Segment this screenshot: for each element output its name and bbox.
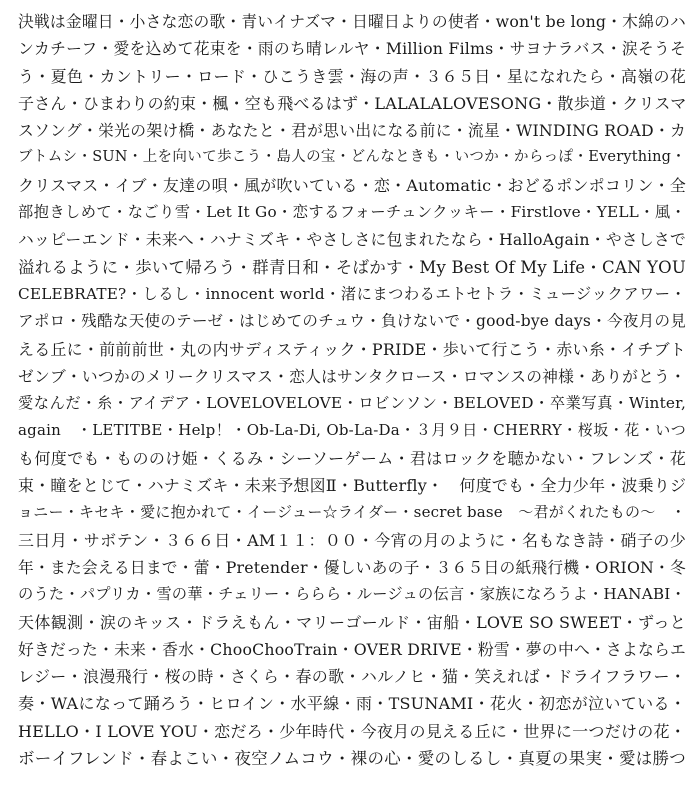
text-line-9: ハッピーエンド・未来へ・ハナミズキ・やさしさに包まれたなら・HalloAgain・やさしさで [18,230,686,250]
text-line-24: 好きだった・未来・香水・ChooChooTrain・OVER DRIVE・粉雪・夢の中へ・さよならエ [18,639,686,659]
text-line-3: う・夏色・カントリー・ロード・ひこうき雲・海の声・３６５日・星になれたら・高嶺の花 [18,66,686,86]
text-line-6: ブトムシ・SUN・上を向いて歩こう・島人の宝・どんなときも・いつか・からっぽ・Everything・ [18,149,686,166]
text-line-15: 愛なんだ・糸・アイデア・LOVELOVELOVE・ロビンソン・BELOVED・卒業写真・Winter, [18,394,686,413]
text-line-18: 束・瞳をとじて・ハナミズキ・未来予想図Ⅱ・Butterfly・ 何度でも・全力少年・波乗りジ [18,476,686,496]
text-line-13: える丘に・前前前世・丸の内サディスティック・PRIDE・歩いて行こう・赤い糸・イチブト [18,339,686,359]
text-line-2: ンカチーフ・愛を込めて花束を・雨のち晴レルヤ・Million Films・サヨナラバス・涙そうそ [18,39,686,59]
text-line-12: アポロ・残酷な天使のテーゼ・はじめてのチュウ・負けないで・good-bye days・今夜月の見 [18,312,686,331]
text-line-7: クリスマス・イブ・友達の唄・風が吹いている・恋・Automatic・おどるポンポコリン・全 [18,175,686,195]
text-line-20: 三日月・サボテン・３６６日・AM１１：００・今宵の月のように・名もなき詩・硝子の少 [18,530,686,550]
text-line-25: レジー・浪漫飛行・桜の時・さくら・春の歌・ハルノヒ・猫・笑えれば・ドライフラワー・ [18,667,686,687]
text-line-17: も何度でも・もののけ姫・くるみ・シーソーゲーム・君はロックを聴かない・フレンズ・花 [18,448,686,468]
text-line-22: のうた・パプリカ・雪の華・チェリー・ららら・ルージュの伝言・家族になろうよ・HANABI・ [18,585,686,604]
text-line-5: スソング・栄光の架け橋・あなたと・君が思い出になる前に・流星・WINDING ROAD・カ [18,121,686,141]
text-line-11: CELEBRATE?・しるし・innocent world・渚にまつわるエトセトラ・ミュージックアワー・ [18,284,686,303]
text-line-10: 溢れるように・歩いて帰ろう・群青日和・そばかす・My Best Of My Life・CAN YOU [18,257,686,277]
text-line-4: 子さん・ひまわりの約束・楓・空も飛べるはず・LALALALOVESONG・散歩道・クリスマ [18,93,686,113]
text-line-14: ゼンブ・いつかのメリークリスマス・恋人はサンタクロース・ロマンスの神様・ありがとう・ [18,366,686,386]
text-line-21: 年・また会える日まで・蕾・Pretender・優しいあの子・３６５日の紙飛行機・ORION・冬 [18,557,686,577]
text-line-23: 天体観測・涙のキッス・ドラえもん・マリーゴールド・宙船・LOVE SO SWEET・ずっと [18,612,686,632]
text-line-19: ョニー・キセキ・愛に抱かれて・イージュー☆ライダー・secret base ～君がくれたもの～ ・ [18,503,686,522]
text-line-1: 決戦は金曜日・小さな恋の歌・青いイナズマ・日曜日よりの使者・won't be long・木綿のハ [18,12,686,31]
text-line-8: 部抱きしめて・なごり雪・Let It Go・恋するフォーチュンクッキー・Firstlove・YELL・風・ [18,203,686,222]
text-line-16: again ・LETITBE・Help！・Ob-La-Di, Ob-La-Da・３月９日・CHERRY・桜坂・花・いつ [18,421,686,440]
text-line-28: ボーイフレンド・春よこい・夜空ノムコウ・裸の心・愛のしるし・真夏の果実・愛は勝つ [18,749,686,769]
text-line-27: HELLO・I LOVE YOU・恋だろ・少年時代・今夜月の見える丘に・世界に一つだけの花・ [18,721,686,741]
text-line-26: 奏・WAになって踊ろう・ヒロイン・水平線・雨・TSUNAMI・花火・初恋が泣いている・ [18,694,686,714]
